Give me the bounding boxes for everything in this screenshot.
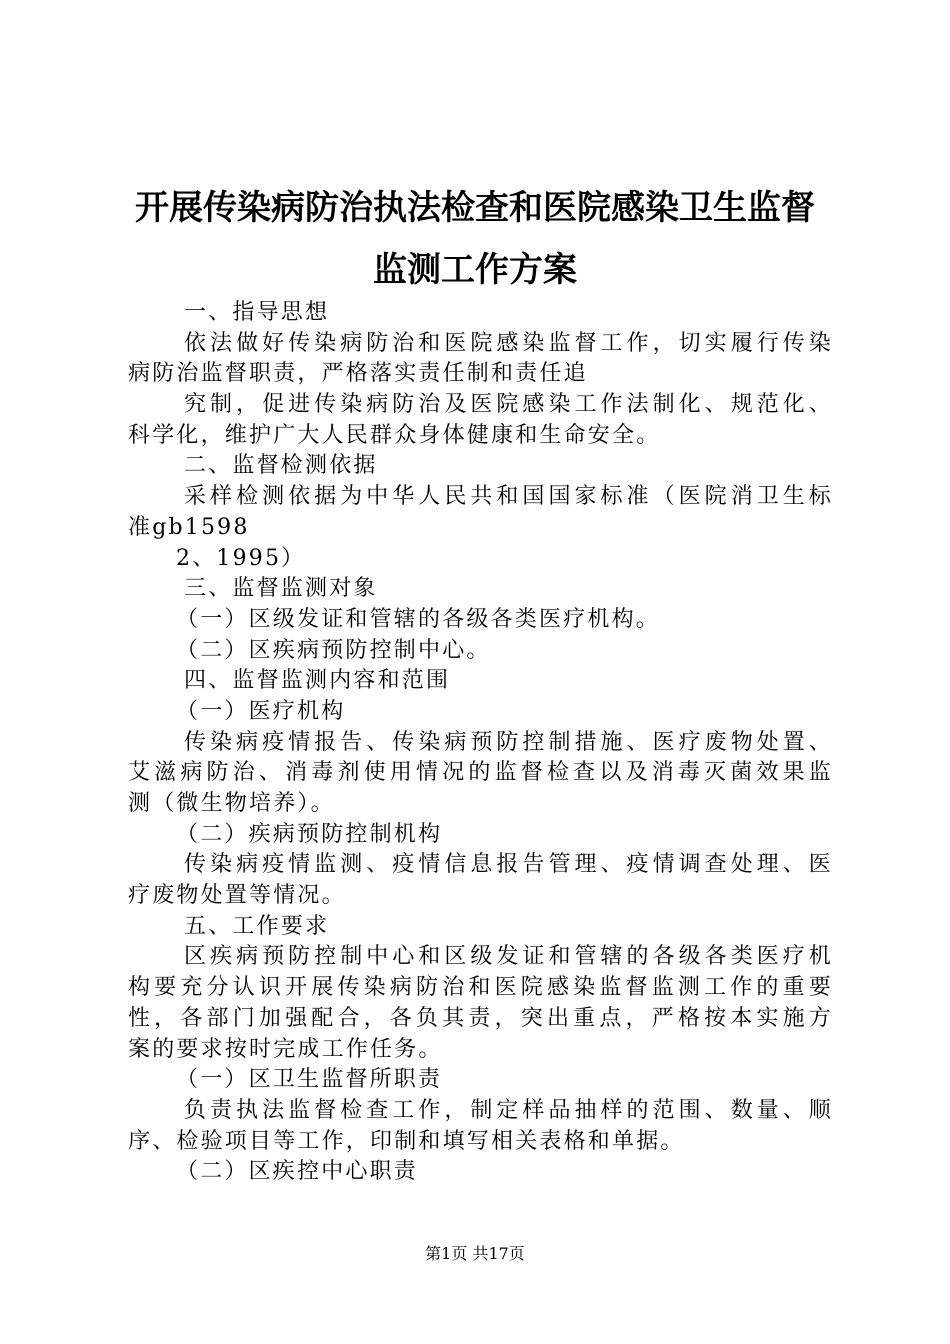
- list-item: （一）区级发证和管辖的各级各类医疗机构。: [176, 606, 661, 632]
- section-heading: 三、监督监测对象: [184, 576, 378, 602]
- paragraph-line: 艾滋病防治、消毒剂使用情况的监督检查以及消毒灭菌效果监: [128, 760, 833, 786]
- paragraph-line: 依法做好传染病防治和医院感染监督工作，切实履行传染: [184, 330, 833, 356]
- paragraph-line: 构要充分认识开展传染病防治和医院感染监督监测工作的重要: [128, 975, 833, 1001]
- paragraph-line: 2、1995）: [176, 545, 306, 571]
- subsection-heading: （二）疾病预防控制机构: [176, 821, 443, 847]
- paragraph-line: 区疾病预防控制中心和区级发证和管辖的各级各类医疗机: [184, 944, 833, 970]
- paragraph-line: 传染病疫情监测、疫情信息报告管理、疫情调查处理、医: [184, 852, 833, 878]
- section-heading: 四、监督监测内容和范围: [184, 668, 451, 694]
- section-heading: 一、指导思想: [184, 300, 330, 325]
- section-heading: 二、监督检测依据: [184, 453, 378, 479]
- paragraph-line: 性，各部门加强配合，各负其责，突出重点，严格按本实施方: [128, 1005, 833, 1031]
- paragraph-line: 病防治监督职责，严格落实责任制和责任追: [128, 361, 588, 387]
- paragraph-line: 测（微生物培养）。: [128, 791, 335, 816]
- paragraph-line: 采样检测依据为中华人民共和国国家标准（医院消卫生标: [184, 484, 833, 510]
- document-body: [128, 298, 833, 1188]
- list-item: （二）区疾病预防控制中心。: [176, 637, 491, 663]
- subsection-heading: （一）区卫生监督所职责: [176, 1067, 443, 1093]
- subsection-heading: （二）区疾控中心职责: [176, 1159, 419, 1185]
- subsection-heading: （一）医疗机构: [176, 698, 346, 724]
- paragraph-line: 疗废物处置等情况。: [128, 883, 346, 909]
- paragraph-line: 负责执法监督检查工作，制定样品抽样的范围、数量、顺: [184, 1097, 833, 1123]
- paragraph-line: 究制，促进传染病防治及医院感染工作法制化、规范化、: [184, 392, 833, 418]
- paragraph-line: 案的要求按时完成工作任务。: [128, 1036, 443, 1062]
- paragraph-line: 科学化，维护广大人民群众身体健康和生命安全。: [128, 422, 661, 448]
- document-title-line-2: 监测工作方案: [373, 250, 577, 290]
- document-title-line-1: 开展传染病防治执法检查和医院感染卫生监督: [135, 188, 815, 228]
- page-number-footer: 第1页 共17页: [425, 1244, 525, 1263]
- paragraph-line: 准gb1598: [128, 514, 250, 540]
- paragraph-line: 序、检验项目等工作，印制和填写相关表格和单据。: [128, 1128, 685, 1154]
- paragraph-line: 传染病疫情报告、传染病预防控制措施、医疗废物处置、: [184, 729, 833, 755]
- section-heading: 五、工作要求: [184, 913, 330, 939]
